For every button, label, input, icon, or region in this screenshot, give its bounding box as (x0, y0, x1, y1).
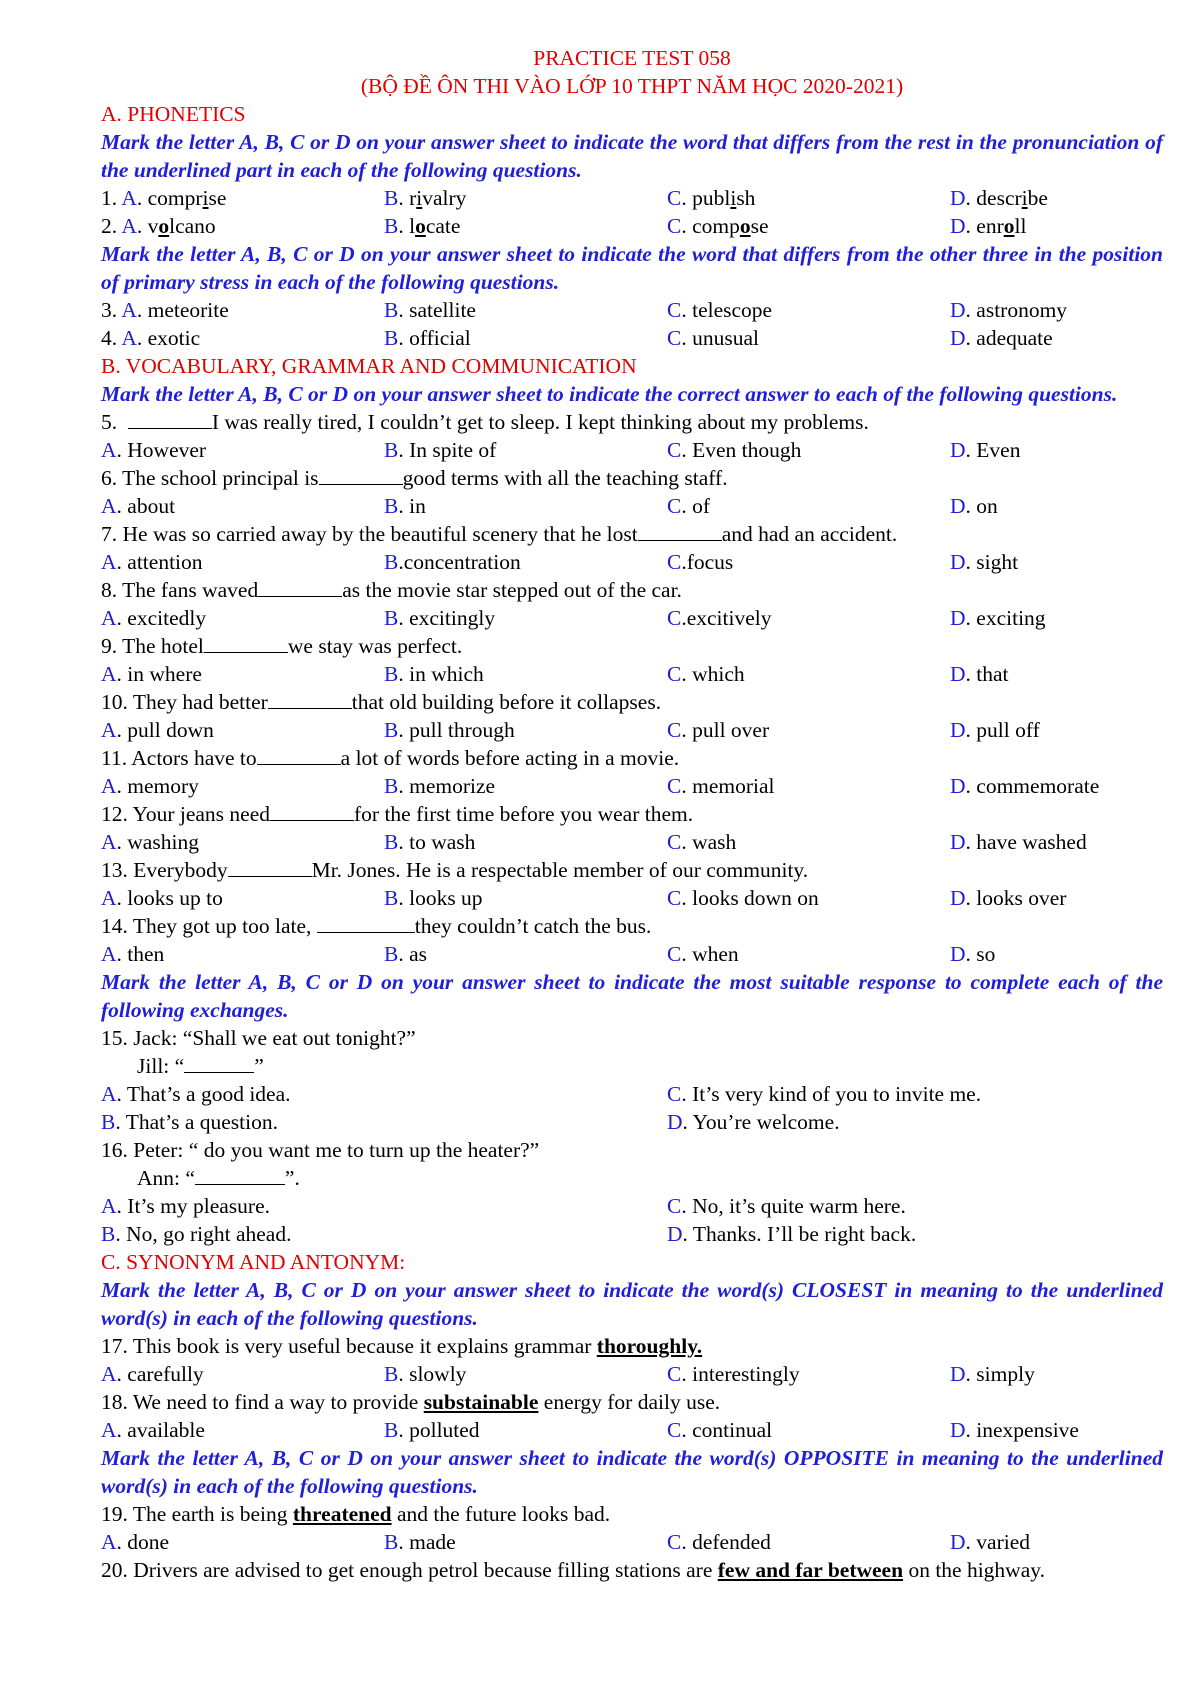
option-12c[interactable]: C. wash (667, 830, 737, 854)
option-9d[interactable]: D. that (950, 662, 1009, 686)
question-19-options (101, 1528, 1163, 1556)
option-5c[interactable]: C. Even though (667, 438, 802, 462)
option-7d[interactable]: D. sight (950, 550, 1019, 574)
question-5-options (101, 436, 1163, 464)
question-14-options (101, 940, 1163, 968)
instruction-opposite: Mark the letter A, B, C or D on your answer sheet to indicate the word(s) OPPOSITE in meaning to the underlined word(s) in each of the following questions. (101, 1446, 1163, 1498)
option-8b[interactable]: B. excitingly (384, 606, 496, 630)
option-11b[interactable]: B. memorize (384, 774, 496, 798)
question-5: 5. I was really tired, I couldn’t get to sleep. I kept thinking about my problems. (101, 410, 869, 434)
question-9: 9. The hotel we stay was perfect. (101, 634, 463, 658)
answer-blank[interactable] (268, 688, 352, 709)
underlined-word: threatened (292, 1502, 392, 1526)
option-3d[interactable]: D. astronomy (950, 298, 1068, 322)
option-4d[interactable]: D. adequate (950, 326, 1053, 350)
option-5a[interactable]: A. However (101, 438, 207, 462)
question-17: 17. This book is very useful because it explains grammar thoroughly. (101, 1334, 703, 1358)
option-10b[interactable]: B. pull through (384, 718, 515, 742)
answer-blank[interactable] (319, 464, 403, 485)
question-3-options (101, 296, 1163, 324)
question-13-options (101, 884, 1163, 912)
answer-blank[interactable] (204, 632, 288, 653)
question-15-reply: Jill: “ ” (137, 1054, 264, 1078)
option-13b[interactable]: B. looks up (384, 886, 483, 910)
instruction-correct: Mark the letter A, B, C or D on your answer sheet to indicate the correct answer to each of the following questions. (101, 382, 1118, 406)
option-1c[interactable]: C. publish (667, 186, 756, 210)
option-15c[interactable]: C. It’s very kind of you to invite me. (667, 1082, 982, 1106)
question-16-options-ac (101, 1192, 1163, 1220)
question-17-options (101, 1360, 1163, 1388)
option-9a[interactable]: A. in where (101, 662, 202, 686)
question-20: 20. Drivers are advised to get enough petrol because filling stations are few and far between on the highway. (101, 1558, 1045, 1582)
option-16c[interactable]: C. No, it’s quite warm here. (667, 1194, 906, 1218)
question-11-options (101, 772, 1163, 800)
test-title: PRACTICE TEST 058 (533, 46, 731, 70)
question-19: 19. The earth is being threatened and the future looks bad. (101, 1502, 611, 1526)
answer-blank[interactable] (184, 1052, 254, 1073)
question-16-reply: Ann: “ ”. (137, 1166, 300, 1190)
question-12: 12. Your jeans need for the first time before you wear them. (101, 802, 694, 826)
answer-blank[interactable] (317, 912, 415, 933)
option-17a[interactable]: A. carefully (101, 1362, 204, 1386)
underlined-word: thoroughly. (596, 1334, 703, 1358)
worksheet-page (101, 44, 1163, 1584)
answer-blank[interactable] (257, 744, 341, 765)
option-15d[interactable]: D. You’re welcome. (667, 1110, 840, 1134)
option-18a[interactable]: A. available (101, 1418, 205, 1442)
option-8c[interactable]: C.excitively (667, 606, 772, 630)
option-9b[interactable]: B. in which (384, 662, 484, 686)
option-19b[interactable]: B. made (384, 1530, 456, 1554)
answer-blank[interactable] (128, 408, 212, 429)
option-16a[interactable]: A. It’s my pleasure. (101, 1194, 270, 1218)
option-13c[interactable]: C. looks down on (667, 886, 819, 910)
test-subtitle: (BỘ ĐỀ ÔN THI VÀO LỚP 10 THPT NĂM HỌC 2020-2021) (360, 74, 904, 98)
section-synonym-antonym: C. SYNONYM AND ANTONYM: (101, 1250, 406, 1274)
section-phonetics: A. PHONETICS (101, 102, 246, 126)
underlined-word: substainable (423, 1390, 539, 1414)
option-3a[interactable]: 3. A. meteorite (101, 298, 229, 322)
option-9c[interactable]: C. which (667, 662, 745, 686)
answer-blank[interactable] (195, 1164, 285, 1185)
question-9-options (101, 660, 1163, 688)
option-18c[interactable]: C. continual (667, 1418, 773, 1442)
underlined-word: few and far between (717, 1558, 904, 1582)
option-1b[interactable]: B. rivalry (384, 186, 467, 210)
question-7: 7. He was so carried away by the beautiful scenery that he lost and had an accident. (101, 522, 898, 546)
instruction-pronunciation: Mark the letter A, B, C or D on your answer sheet to indicate the word that differs from the rest in the pronunciation of the underlined part in each of the following questions. (101, 130, 1163, 182)
section-vocabulary: B. VOCABULARY, GRAMMAR AND COMMUNICATION (101, 354, 637, 378)
option-6a[interactable]: A. about (101, 494, 176, 518)
option-8d[interactable]: D. exciting (950, 606, 1046, 630)
question-11: 11. Actors have to a lot of words before acting in a movie. (101, 746, 680, 770)
question-16: 16. Peter: “ do you want me to turn up the heater?” (101, 1138, 540, 1162)
option-12d[interactable]: D. have washed (950, 830, 1087, 854)
option-12b[interactable]: B. to wash (384, 830, 476, 854)
option-10c[interactable]: C. pull over (667, 718, 770, 742)
option-13d[interactable]: D. looks over (950, 886, 1067, 910)
option-16b[interactable]: B. No, go right ahead. (101, 1222, 292, 1246)
option-11d[interactable]: D. commemorate (950, 774, 1100, 798)
question-10: 10. They had better that old building before it collapses. (101, 690, 662, 714)
option-14a[interactable]: A. then (101, 942, 165, 966)
option-3b[interactable]: B. satellite (384, 298, 476, 322)
option-6c[interactable]: C. of (667, 494, 711, 518)
option-15b[interactable]: B. That’s a question. (101, 1110, 278, 1134)
answer-blank[interactable] (638, 520, 722, 541)
option-4a[interactable]: 4. A. exotic (101, 326, 201, 350)
option-5d[interactable]: D. Even (950, 438, 1021, 462)
question-6: 6. The school principal is good terms with all the teaching staff. (101, 466, 728, 490)
option-8a[interactable]: A. excitedly (101, 606, 207, 630)
answer-blank[interactable] (258, 576, 342, 597)
instruction-closest: Mark the letter A, B, C or D on your answer sheet to indicate the word(s) CLOSEST in meaning to the underlined word(s) in each of the following questions. (101, 1278, 1163, 1330)
option-6b[interactable]: B. in (384, 494, 426, 518)
question-8: 8. The fans waved as the movie star stepped out of the car. (101, 578, 682, 602)
question-4-options (101, 324, 1163, 352)
option-6d[interactable]: D. on (950, 494, 998, 518)
question-16-options-bd (101, 1220, 1163, 1248)
option-4c[interactable]: C. unusual (667, 326, 759, 350)
option-16d[interactable]: D. Thanks. I’ll be right back. (667, 1222, 917, 1246)
option-17b[interactable]: B. slowly (384, 1362, 467, 1386)
answer-blank[interactable] (270, 800, 354, 821)
option-14d[interactable]: D. so (950, 942, 996, 966)
option-19a[interactable]: A. done (101, 1530, 170, 1554)
question-18-options (101, 1416, 1163, 1444)
question-13: 13. Everybody Mr. Jones. He is a respectable member of our community. (101, 858, 809, 882)
question-15-options-ac (101, 1080, 1163, 1108)
option-13a[interactable]: A. looks up to (101, 886, 223, 910)
option-11c[interactable]: C. memorial (667, 774, 775, 798)
question-12-options (101, 828, 1163, 856)
option-17d[interactable]: D. simply (950, 1362, 1035, 1386)
option-14b[interactable]: B. as (384, 942, 428, 966)
option-10a[interactable]: A. pull down (101, 718, 214, 742)
option-19c[interactable]: C. defended (667, 1530, 771, 1554)
question-10-options (101, 716, 1163, 744)
instruction-response: Mark the letter A, B, C or D on your answer sheet to indicate the most suitable response to complete each of the following exchanges. (101, 970, 1163, 1022)
question-18: 18. We need to find a way to provide substainable energy for daily use. (101, 1390, 721, 1414)
option-2a[interactable]: 2. A. volcano (101, 214, 216, 238)
option-1a[interactable]: 1. A. comprise (101, 186, 227, 210)
option-4b[interactable]: B. official (384, 326, 471, 350)
option-15a[interactable]: A. That’s a good idea. (101, 1082, 291, 1106)
option-2c[interactable]: C. compose (667, 214, 769, 238)
question-2-options (101, 212, 1163, 240)
option-17c[interactable]: C. interestingly (667, 1362, 800, 1386)
question-15: 15. Jack: “Shall we eat out tonight?” (101, 1026, 416, 1050)
option-3c[interactable]: C. telescope (667, 298, 773, 322)
instruction-stress: Mark the letter A, B, C or D on your answer sheet to indicate the word that differs from the other three in the position of primary stress in each of the following questions. (101, 242, 1163, 294)
option-11a[interactable]: A. memory (101, 774, 199, 798)
answer-blank[interactable] (228, 856, 312, 877)
question-15-options-bd (101, 1108, 1163, 1136)
option-10d[interactable]: D. pull off (950, 718, 1040, 742)
question-7-options (101, 548, 1163, 576)
option-19d[interactable]: D. varied (950, 1530, 1030, 1554)
option-1d[interactable]: D. describe (950, 186, 1048, 210)
option-18b[interactable]: B. polluted (384, 1418, 480, 1442)
question-1-options (101, 184, 1163, 212)
option-12a[interactable]: A. washing (101, 830, 199, 854)
question-14: 14. They got up too late, they couldn’t catch the bus. (101, 914, 652, 938)
option-2d[interactable]: D. enroll (950, 214, 1027, 238)
option-7b[interactable]: B.concentration (384, 550, 521, 574)
option-5b[interactable]: B. In spite of (384, 438, 497, 462)
question-8-options (101, 604, 1163, 632)
option-7c[interactable]: C.focus (667, 550, 734, 574)
option-18d[interactable]: D. inexpensive (950, 1418, 1079, 1442)
option-7a[interactable]: A. attention (101, 550, 203, 574)
option-14c[interactable]: C. when (667, 942, 739, 966)
option-2b[interactable]: B. locate (384, 214, 461, 238)
question-6-options (101, 492, 1163, 520)
